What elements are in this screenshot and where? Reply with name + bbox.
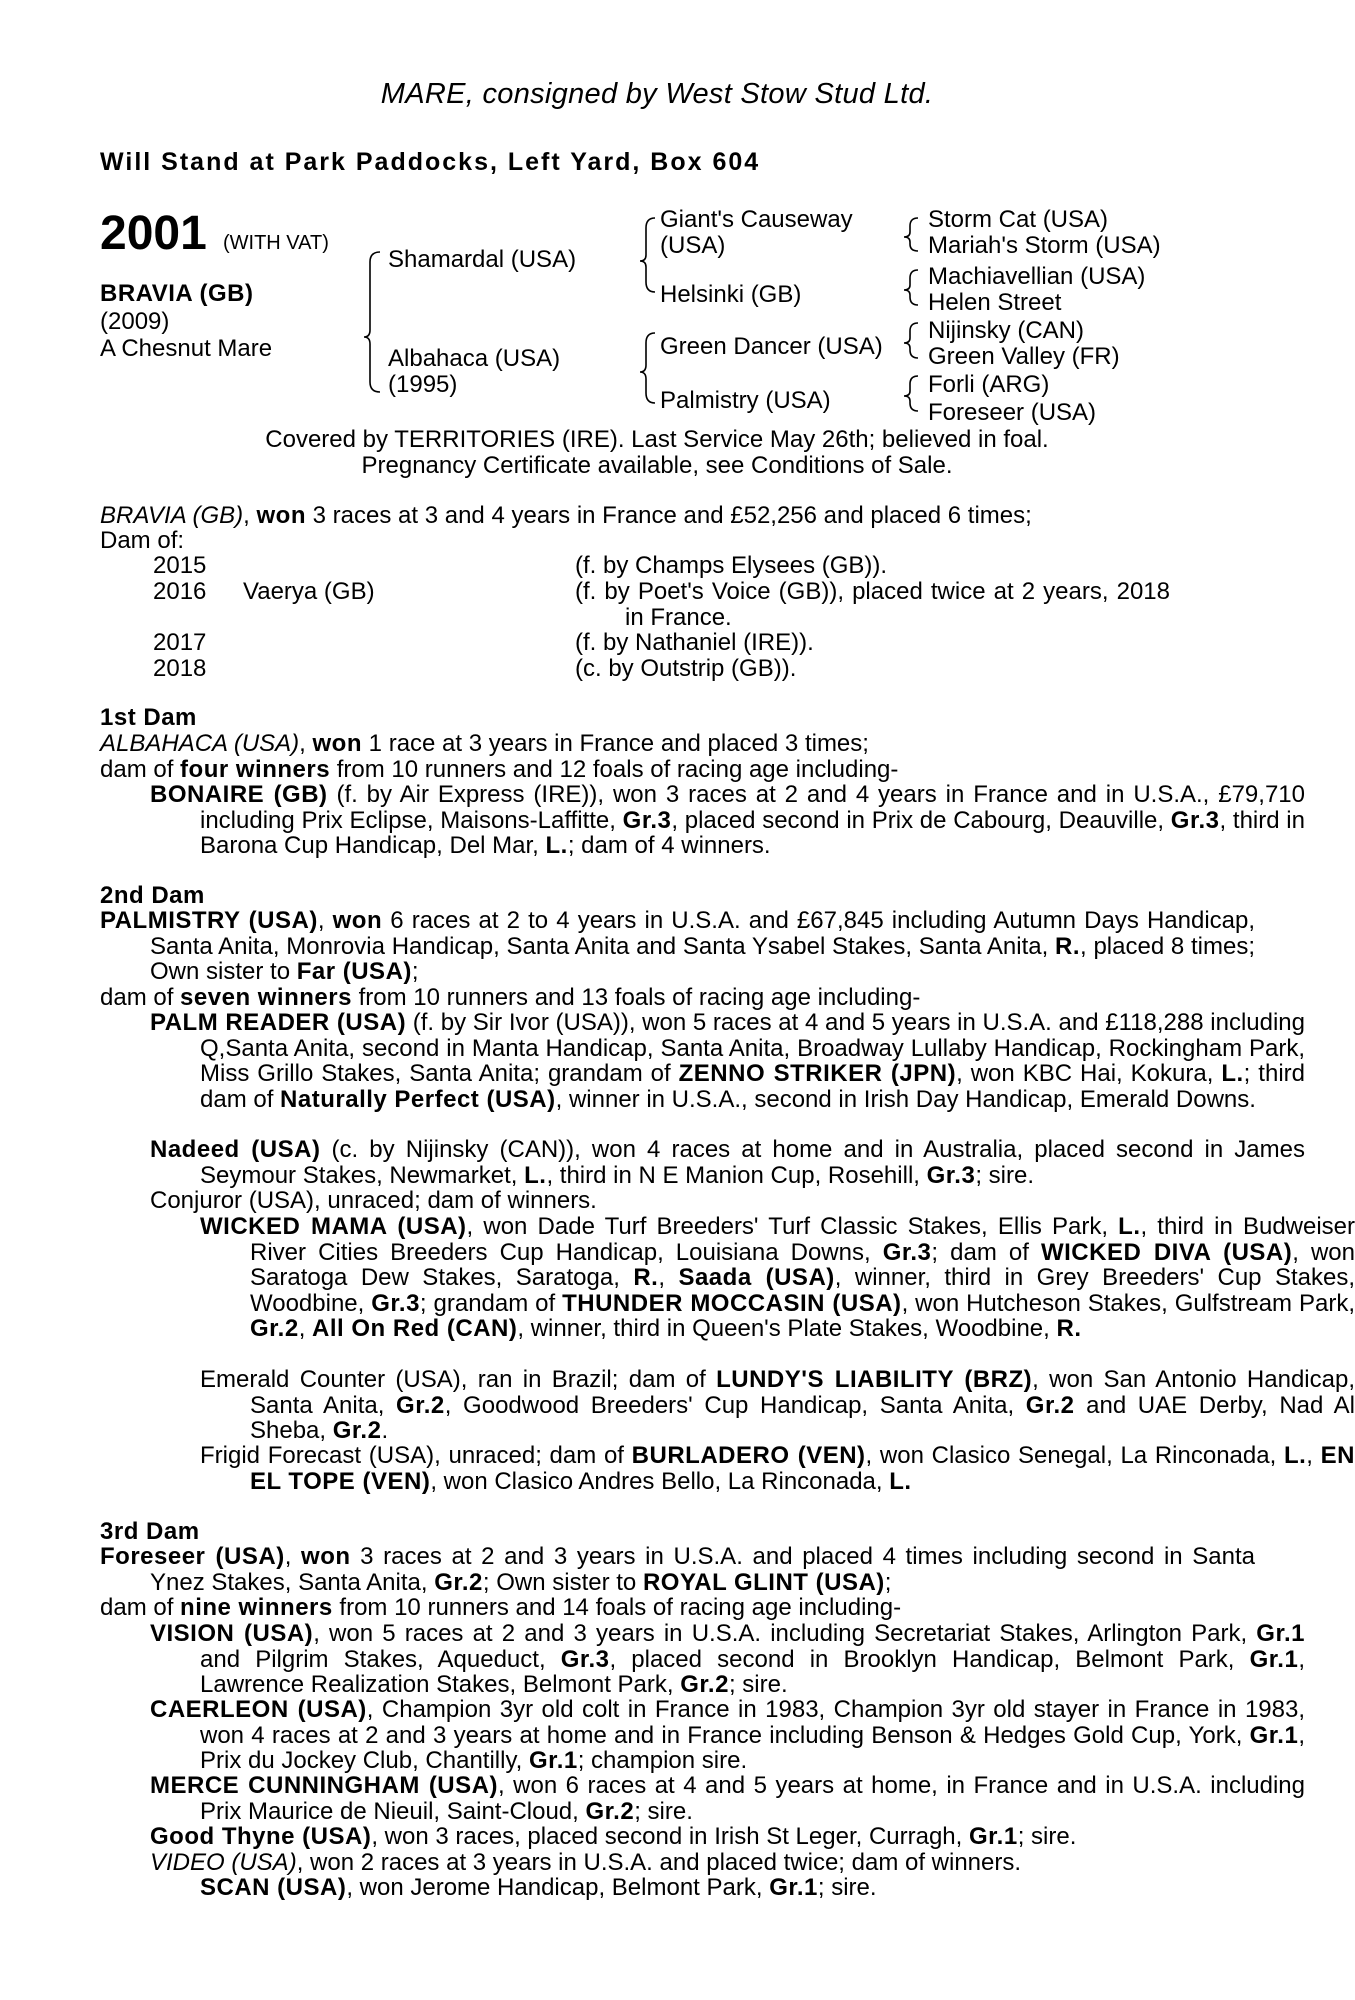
pedigree-sdd: Helen Street: [928, 289, 1062, 316]
palm-reader-entry: PALM READER (USA) (f. by Sir Ivor (USA)), won 5 races at 4 and 5 years in U.S.A. and £118,288 including Q,Santa Anita, second in Manta Handicap, Santa Anita, Broadway Lullaby Handicap, Rockingham Park, Miss Grillo Stakes, Santa Anita; grandam of ZENNO STRIKER (JPN), won KBC Hai, Kokura, L.; third dam of Naturally Perfect (USA), winner in U.S.A., second in Irish Day Handicap, Emerald Downs.: [150, 1009, 1305, 1113]
bracket-ss: [904, 218, 918, 251]
stand-location: Will Stand at Park Paddocks, Left Yard, Box 604: [100, 148, 761, 176]
bracket-dam: [640, 333, 655, 403]
foaled-year: (2009): [100, 308, 170, 335]
horse-name: BRAVIA (GB): [100, 280, 254, 307]
horse-description: A Chesnut Mare: [100, 335, 273, 362]
first-dam-produce: dam of four winners from 10 runners and 12 foals of racing age including-: [100, 756, 899, 783]
pedigree-dam: Albahaca (USA): [388, 345, 561, 372]
good-thyne-entry: Good Thyne (USA), won 3 races, placed second in Irish St Leger, Curragh, Gr.1; sire.: [150, 1823, 1077, 1850]
vision-entry: VISION (USA), won 5 races at 2 and 3 years in U.S.A. including Secretariat Stakes, Arlington Park, Gr.1 and Pilgrim Stakes, Aqueduct, Gr.3, placed second in Brooklyn Handicap, Belmont Park, Gr.1, Lawrence Realization Stakes, Belmont Park, Gr.2; sire.: [150, 1620, 1305, 1698]
consignor-line: MARE, consigned by West Stow Stud Ltd.: [380, 78, 934, 110]
bonaire-entry: BONAIRE (GB) (f. by Air Express (IRE)), won 3 races at 2 and 4 years in France and in U.S.A., £79,710 including Prix Eclipse, Maisons-Laffitte, Gr.3, placed second in Prix de Cabourg, Deauville, Gr.3, third in Barona Cup Handicap, Del Mar, L.; dam of 4 winners.: [150, 781, 1305, 859]
conjuror-entry: Conjuror (USA), unraced; dam of winners.: [150, 1187, 597, 1214]
vat-note: (WITH VAT): [223, 232, 329, 254]
bracket-sire: [640, 218, 655, 292]
first-dam-record: ALBAHACA (USA), won 1 race at 3 years in France and placed 3 times;: [100, 730, 869, 757]
scan-entry: SCAN (USA), won Jerome Handicap, Belmont Park, Gr.1; sire.: [200, 1874, 877, 1901]
frigid-forecast-entry: Frigid Forecast (USA), unraced; dam of BURLADERO (VEN), won Clasico Senegal, La Rinconada, L., EN EL TOPE (VEN), won Clasico Andres Bello, La Rinconada, L.: [200, 1442, 1355, 1495]
third-dam-heading: 3rd Dam: [100, 1518, 200, 1545]
pedigree-ddd: Foreseer (USA): [928, 399, 1097, 426]
emerald-counter-entry: Emerald Counter (USA), ran in Brazil; dam of LUNDY'S LIABILITY (BRZ), won San Antonio Handicap, Santa Anita, Gr.2, Goodwood Breeders' Cup Handicap, Santa Anita, Gr.2 and UAE Derby, Nad Al Sheba, Gr.2.: [200, 1366, 1355, 1444]
bracket-sire-dam: [364, 252, 380, 392]
video-entry: VIDEO (USA), won 2 races at 3 years in U.S.A. and placed twice; dam of winners.: [150, 1849, 1022, 1876]
pedigree-ssd: Mariah's Storm (USA): [928, 232, 1161, 259]
bracket-sd: [904, 270, 918, 305]
nadeed-entry: Nadeed (USA) (c. by Nijinsky (CAN)), won 4 races at home and in Australia, placed second in James Seymour Stakes, Newmarket, L., third in N E Manion Cup, Rosehill, Gr.3; sire.: [150, 1136, 1305, 1189]
pedigree-dss: Nijinsky (CAN): [928, 317, 1084, 344]
third-dam-record: Foreseer (USA), won 3 races at 2 and 3 years in U.S.A. and placed 4 times including second in Santa Ynez Stakes, Santa Anita, Gr.2; Own sister to ROYAL GLINT (USA);: [100, 1543, 1256, 1596]
pedigree-dam-year: (1995): [388, 371, 458, 398]
bracket-dd: [904, 376, 918, 411]
pedigree-dam-dam: Palmistry (USA): [660, 387, 831, 414]
pedigree-sire-sire: Giant's Causeway: [660, 206, 853, 233]
pedigree-sss: Storm Cat (USA): [928, 206, 1109, 233]
pedigree-dsd: Green Valley (FR): [928, 343, 1120, 370]
covering-note: Covered by TERRITORIES (IRE). Last Service May 26th; believed in foal.: [265, 426, 1049, 453]
bravia-record: BRAVIA (GB), won 3 races at 3 and 4 years in France and £52,256 and placed 6 times;: [100, 502, 1032, 529]
third-dam-produce: dam of nine winners from 10 runners and 14 foals of racing age including-: [100, 1594, 902, 1621]
second-dam-produce: dam of seven winners from 10 runners and 13 foals of racing age including-: [100, 984, 921, 1011]
pedigree-sds: Machiavellian (USA): [928, 263, 1146, 290]
pedigree-sire: Shamardal (USA): [388, 246, 577, 273]
second-dam-heading: 2nd Dam: [100, 882, 205, 909]
bracket-ds: [904, 323, 918, 358]
merce-cunningham-entry: MERCE CUNNINGHAM (USA), won 6 races at 4 and 5 years at home, in France and in U.S.A. including Prix Maurice de Nieuil, Saint-Cloud, Gr.2; sire.: [150, 1772, 1305, 1825]
lot-number: 2001: [100, 207, 207, 260]
pedigree-dam-sire: Green Dancer (USA): [660, 333, 883, 360]
pedigree-dds: Forli (ARG): [928, 371, 1050, 398]
dam-of-label: Dam of:: [100, 527, 185, 554]
first-dam-heading: 1st Dam: [100, 704, 197, 731]
wicked-mama-entry: WICKED MAMA (USA), won Dade Turf Breeders' Turf Classic Stakes, Ellis Park, L., third in Budweiser River Cities Breeders Cup Handicap, Louisiana Downs, Gr.3; dam of WICKED DIVA (USA), won Saratoga Dew Stakes, Saratoga, R., Saada (USA), winner, third in Grey Breeders' Cup Stakes, Woodbine, Gr.3; grandam of THUNDER MOCCASIN (USA), won Hutcheson Stakes, Gulfstream Park, Gr.2, All On Red (CAN), winner, third in Queen's Plate Stakes, Woodbine, R.: [200, 1213, 1355, 1342]
pedigree-sire-dam: Helsinki (GB): [660, 281, 802, 308]
caerleon-entry: CAERLEON (USA), Champion 3yr old colt in France in 1983, Champion 3yr old stayer in France in 1983, won 4 races at 2 and 3 years at home and in France including Benson & Hedges Gold Cup, York, Gr.1, Prix du Jockey Club, Chantilly, Gr.1; champion sire.: [150, 1696, 1306, 1774]
second-dam-record: PALMISTRY (USA), won 6 races at 2 to 4 years in U.S.A. and £67,845 including Autumn Days Handicap, Santa Anita, Monrovia Handicap, Santa Anita and Santa Ysabel Stakes, Santa Anita, R., placed 8 times; Own sister to Far (USA);: [100, 907, 1256, 985]
pedigree-brackets: [0, 0, 1314, 440]
pedigree-sire-sire-country: (USA): [660, 232, 726, 259]
pregnancy-note: Pregnancy Certificate available, see Conditions of Sale.: [361, 452, 953, 479]
